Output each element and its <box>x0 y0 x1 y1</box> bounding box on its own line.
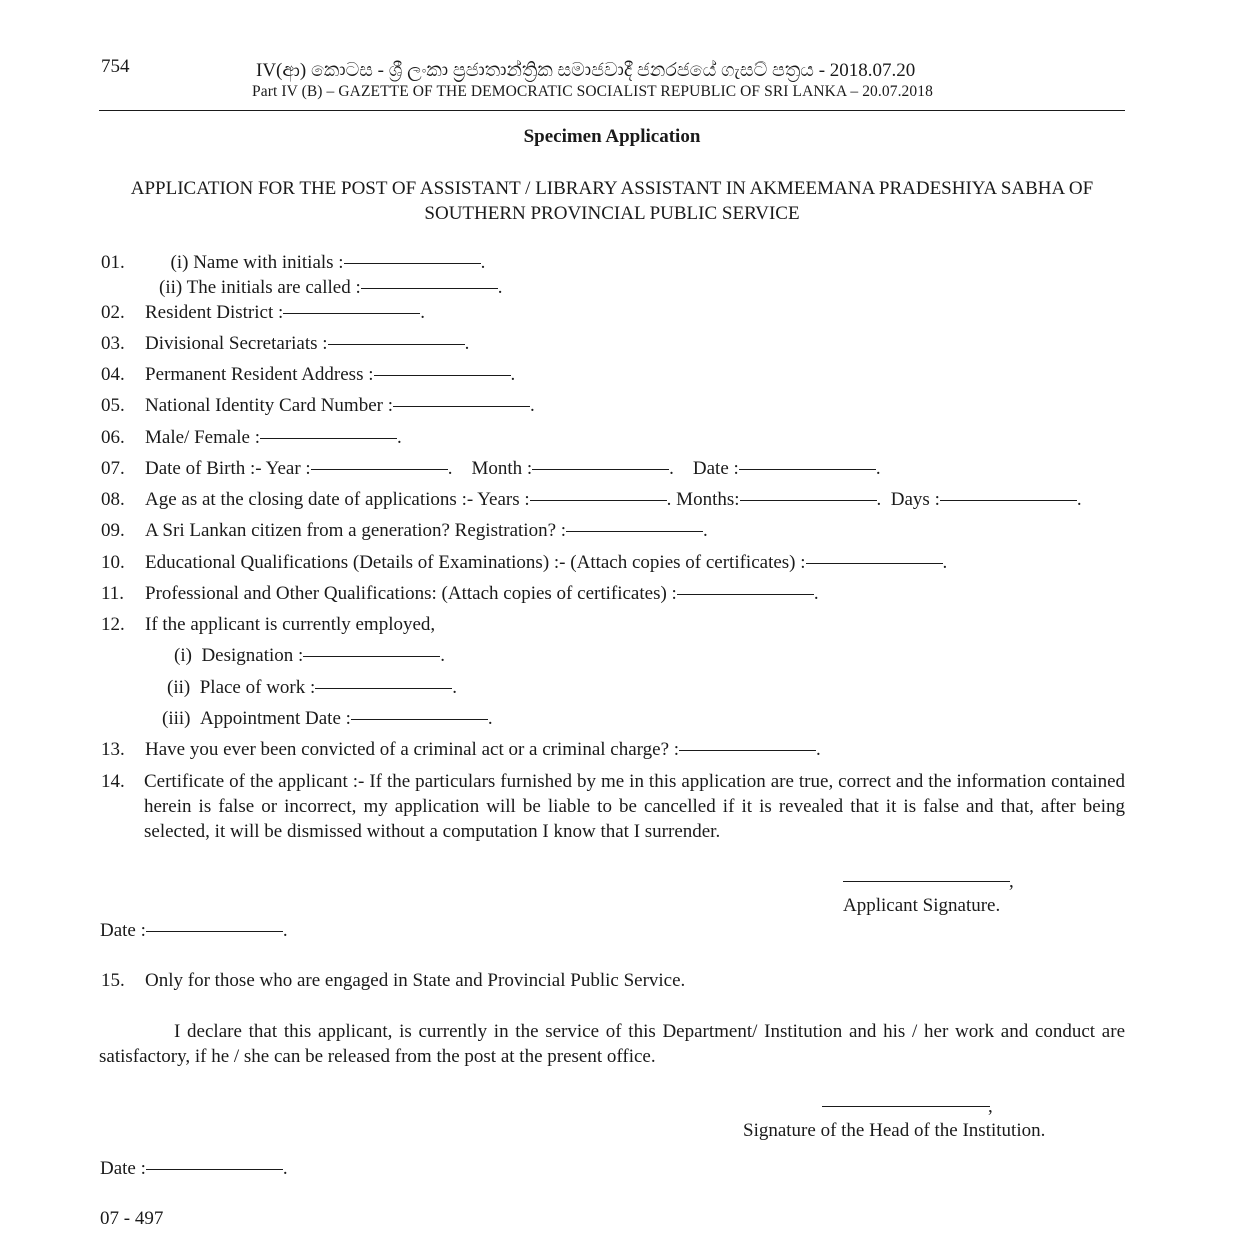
item-number: 10. <box>101 552 125 573</box>
item-number: 03. <box>101 333 125 354</box>
item-15 <box>101 968 685 993</box>
criminal-record-field[interactable] <box>679 750 816 751</box>
initials-called-field[interactable] <box>361 288 498 289</box>
item-number: 13. <box>101 739 125 760</box>
dob-date-label: Date : <box>692 458 739 479</box>
public-service-label: Only for those who are engaged in State and Provincial Public Service. <box>145 970 686 991</box>
item-07: 07. Date of Birth :- Year : . Month : . Date : . <box>101 458 881 479</box>
designation-field[interactable] <box>303 656 440 657</box>
item-13: 13. Have you ever been convicted of a criminal act or a criminal charge? : . <box>101 739 821 760</box>
item-number: 08. <box>101 489 125 510</box>
item-number: 05. <box>101 395 125 416</box>
head-date: Date : . <box>100 1158 288 1179</box>
age-months-label: Months: <box>676 489 740 510</box>
item-number: 06. <box>101 427 125 448</box>
page-number: 754 <box>101 56 130 77</box>
head-declaration-text: I declare that this applicant, is currently in the service of this Department/ Institution and his / her work and conduct are satisfactory, if he / she can be released from the post at the present office. <box>99 1021 1125 1067</box>
name-with-initials-field[interactable] <box>344 263 481 264</box>
item-06: 06. Male/ Female : . <box>101 427 402 448</box>
sub-index: (ii) <box>159 277 183 298</box>
gazette-title-english: Part IV (B) – GAZETTE OF THE DEMOCRATIC SOCIALIST REPUBLIC OF SRI LANKA – 20.07.2018 <box>252 83 933 100</box>
appointment-date-field[interactable] <box>351 719 488 720</box>
dob-year-field[interactable] <box>311 469 448 470</box>
applicant-date: Date : . <box>100 920 288 941</box>
age-days-field[interactable] <box>940 500 1077 501</box>
item-number: 12. <box>101 614 125 635</box>
item-03: 03. Divisional Secretariats : . <box>101 333 470 354</box>
head-signature-label: Signature of the Head of the Institution. <box>743 1120 1046 1141</box>
application-title: APPLICATION FOR THE POST OF ASSISTANT / LIBRARY ASSISTANT IN AKMEEMANA PRADESHIYA SABHA OF SOUTHERN PROVINCIAL PUBLIC SERVICE <box>130 178 1094 224</box>
place-of-work-label: Place of work : <box>199 677 316 698</box>
nic-number-label: National Identity Card Number : <box>145 395 393 416</box>
date-label: Date : <box>100 920 146 941</box>
applicant-certificate-text: Certificate of the applicant :- If the particulars furnished by me in this application are true, correct and the information contained herein is false or incorrect, my application will be liable to be cancelled if it is revealed that it is false and that, after being selected, it will be dismissed without a computation I know that I surrender. <box>144 771 1125 842</box>
gender-field[interactable] <box>260 438 397 439</box>
dob-date-field[interactable] <box>739 469 876 470</box>
item-04: 04. Permanent Resident Address : . <box>101 364 516 385</box>
gazette-title-sinhala: IV(ආ) කොටස - ශ්‍රී ලංකා ප්‍රජාතාන්ත්‍රික සමාජවාදී ජනරජයේ ගැසට් පත්‍රය - 2018.07.20 <box>256 60 916 81</box>
item-12 <box>101 612 435 637</box>
age-years-label: Age as at the closing date of applications :- Years : <box>145 489 530 510</box>
designation-label: Designation : <box>201 645 304 666</box>
permanent-address-field[interactable] <box>374 375 511 376</box>
item-01: 01. (i) Name with initials : . <box>101 252 486 273</box>
initials-called-label: The initials are called : <box>186 277 361 298</box>
nic-number-field[interactable] <box>393 406 530 407</box>
applicant-date-field[interactable] <box>146 931 283 932</box>
resident-district-field[interactable] <box>283 313 420 314</box>
sub-index: (i) <box>170 252 189 273</box>
item-12-ii: (ii) Place of work : . <box>167 677 458 698</box>
applicant-signature-line[interactable] <box>843 881 1010 882</box>
item-number: 09. <box>101 520 125 541</box>
age-days-label: Days : <box>890 489 940 510</box>
item-number: 02. <box>101 302 125 323</box>
item-01-ii: (ii) The initials are called : . <box>159 277 503 298</box>
age-years-field[interactable] <box>530 500 667 501</box>
item-02: 02. Resident District : . <box>101 302 426 323</box>
date-label: Date : <box>100 1158 146 1179</box>
resident-district-label: Resident District : <box>145 302 284 323</box>
signature-comma: , <box>988 1096 993 1117</box>
educational-qualifications-label: Educational Qualifications (Details of Examinations) :- (Attach copies of certificates) : <box>145 552 806 573</box>
divisional-secretariats-field[interactable] <box>328 344 465 345</box>
item-number: 11. <box>101 583 125 604</box>
specimen-heading: Specimen Application <box>523 126 701 147</box>
applicant-signature-label: Applicant Signature. <box>843 895 1001 916</box>
item-12-i: (i) Designation : . <box>174 645 446 666</box>
criminal-record-label: Have you ever been convicted of a criminal act or a criminal charge? : <box>145 739 680 760</box>
item-12-iii: (iii) Appointment Date : . <box>162 708 493 729</box>
sub-index: (iii) <box>162 708 191 729</box>
permanent-address-label: Permanent Resident Address : <box>145 364 374 385</box>
footer-code: 07 - 497 <box>100 1208 164 1229</box>
sub-index: (ii) <box>167 677 191 698</box>
citizenship-label: A Sri Lankan citizen from a generation? Registration? : <box>145 520 567 541</box>
head-date-field[interactable] <box>146 1169 283 1170</box>
head-signature-line[interactable] <box>822 1106 990 1107</box>
professional-qualifications-label: Professional and Other Qualifications: (Attach copies of certificates) : <box>145 583 677 604</box>
age-months-field[interactable] <box>740 500 877 501</box>
item-number: 15. <box>101 970 125 991</box>
divisional-secretariats-label: Divisional Secretariats : <box>145 333 328 354</box>
item-number: 01. <box>101 252 125 273</box>
item-number: 07. <box>101 458 125 479</box>
item-10: 10. Educational Qualifications (Details of Examinations) :- (Attach copies of certificates) : . <box>101 552 948 573</box>
item-05: 05. National Identity Card Number : . <box>101 395 535 416</box>
dob-month-field[interactable] <box>532 469 669 470</box>
citizenship-field[interactable] <box>566 531 703 532</box>
appointment-date-label: Appointment Date : <box>200 708 351 729</box>
item-08: 08. Age as at the closing date of applications :- Years : . Months: . Days : . <box>101 489 1082 510</box>
item-11: 11. Professional and Other Qualifications: (Attach copies of certificates) : . <box>101 583 819 604</box>
currently-employed-label: If the applicant is currently employed, <box>145 614 436 635</box>
educational-qualifications-field[interactable] <box>806 563 943 564</box>
name-with-initials-label: Name with initials : <box>193 252 344 273</box>
sub-index: (i) <box>174 645 192 666</box>
gender-label: Male/ Female : <box>145 427 261 448</box>
item-number: 04. <box>101 364 125 385</box>
place-of-work-field[interactable] <box>315 688 452 689</box>
dob-year-label: Date of Birth :- Year : <box>145 458 311 479</box>
item-14-number: 14. <box>101 771 125 792</box>
header-divider <box>99 110 1125 111</box>
item-09: 09. A Sri Lankan citizen from a generation? Registration? : . <box>101 520 708 541</box>
professional-qualifications-field[interactable] <box>677 594 814 595</box>
signature-comma: , <box>1009 871 1014 892</box>
dob-month-label: Month : <box>471 458 533 479</box>
